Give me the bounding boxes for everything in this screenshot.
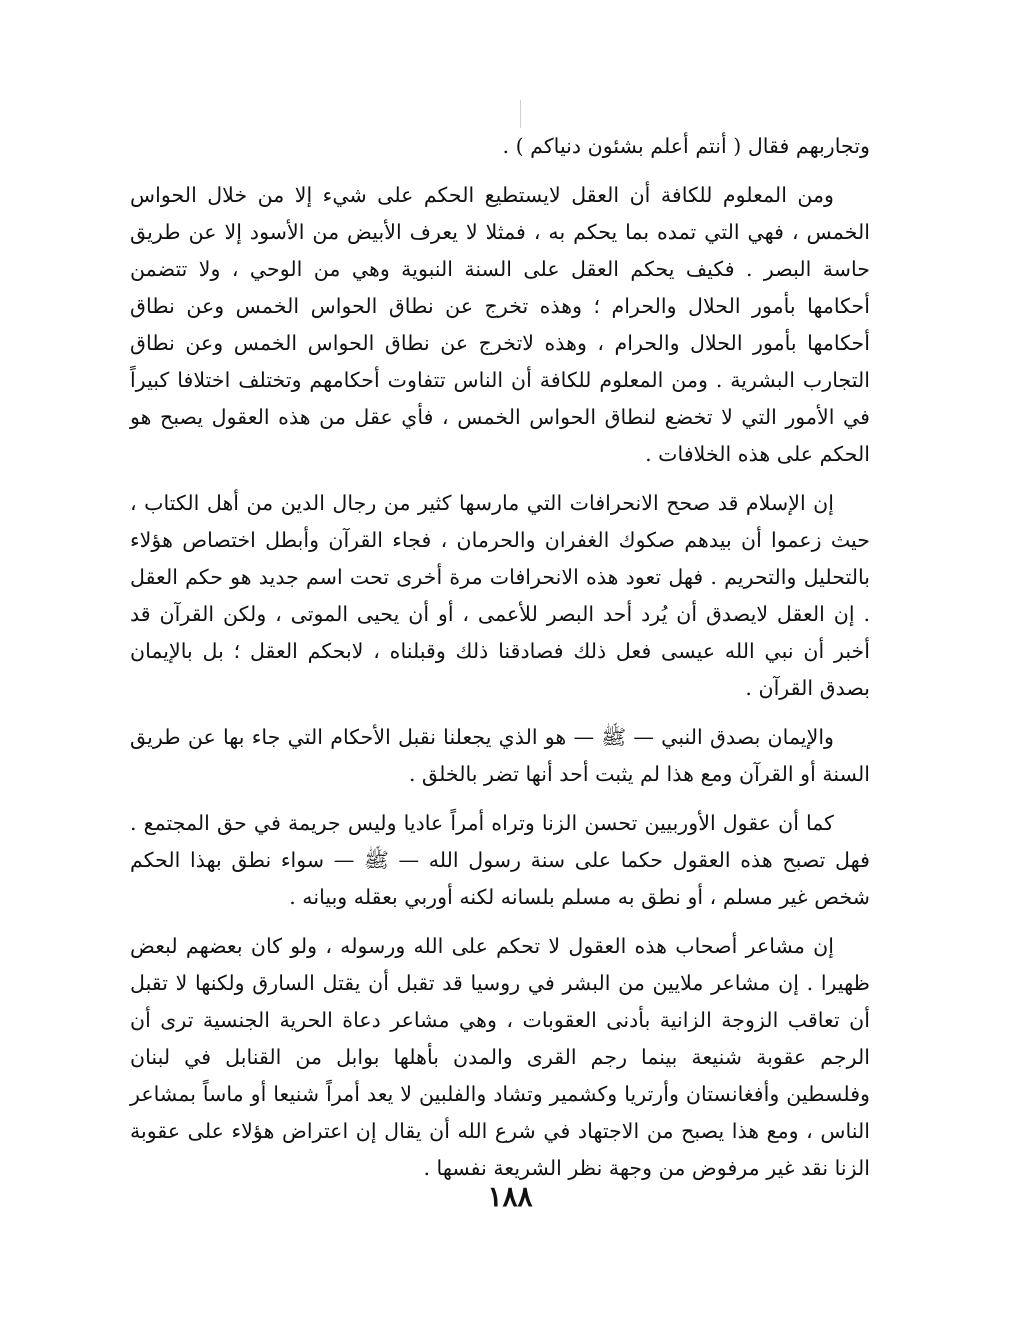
paragraph-5: كما أن عقول الأوربيين تحسن الزنا وتراه أمراً عاديا وليس جريمة في حق المجتمع . فهل تصبح هذه العقول حكما على سنة رسول الله — ﷺ — سواء نطق بهذا الحكم شخص غير مسلم ، أو نطق به مسلم بلسانه لكنه أوربي بعقله وبيانه . (130, 811, 870, 909)
paragraph-3: إن الإسلام قد صحح الانحرافات التي مارسها كثير من رجال الدين من أهل الكتاب ، حيث زعموا أن بيدهم صكوك الغفران والحرمان ، فجاء القرآن وأبطل اختصاص هؤلاء بالتحليل والتحريم . فهل تعود هذه الانحرافات مرة أخرى تحت اسم جديد هو حكم العقل . إن العقل لايصدق أن يُرد أحد البصر للأعمى ، أو أن يحيى الموتى ، ولكن القرآن قد أخبر أن نبي الله عيسى فعل ذلك فصادقنا ذلك وقبلناه ، لابحكم العقل ؛ بل بالإيمان بصدق القرآن . (130, 491, 870, 700)
page-number: ١٨٨ (487, 1180, 533, 1213)
paragraph-1: وتجاربهم فقال ( أنتم أعلم بشئون دنياكم ) . (502, 134, 870, 158)
document-body (130, 128, 870, 1199)
paragraph-6: إن مشاعر أصحاب هذه العقول لا تحكم على الله ورسوله ، ولو كان بعضهم لبعض ظهيرا . إن مشاعر ملايين من البشر في روسيا قد تقبل أن يقتل السارق ولكنها لا تقبل أن تعاقب الزوجة الزانية بأدنى العقوبات ، وهي مشاعر دعاة الحرية الجنسية ترى أن الرجم عقوبة شنيعة بينما رجم القرى والمدن بأهلها بوابل من القنابل في لبنان وفلسطين وأفغانستان وأرتريا وكشمير وتشاد والفلبين لا يعد أمراً شنيعا أو ماساً بمشاعر الناس ، ومع هذا يصبح من الاجتهاد في شرع الله أن يقال إن اعتراض هؤلاء على عقوبة الزنا نقد غير مرفوض من وجهة نظر الشريعة نفسها . (130, 934, 870, 1180)
scan-mark (520, 100, 521, 128)
paragraph-2: ومن المعلوم للكافة أن العقل لايستطيع الحكم على شيء إلا من خلال الحواس الخمس ، فهي التي تمده بما يحكم به ، فمثلا لا يعرف الأبيض من الأسود إلا عن طريق حاسة البصر . فكيف يحكم العقل على السنة النبوية وهي من الوحي ، ولا تتضمن أحكامها بأمور الحلال والحرام ؛ وهذه تخرج عن نطاق الحواس الخمس وعن نطاق أحكامها بأمور الحلال والحرام ، وهذه لاتخرج عن نطاق الحواس الخمس وعن نطاق التجارب البشرية . ومن المعلوم للكافة أن الناس تتفاوت أحكامهم وتختلف اختلافا كبيراً في الأمور التي لا تخضع لنطاق الحواس الخمس ، فأي عقل من هذه العقول يصبح هو الحكم على هذه الخلافات . (130, 183, 870, 466)
paragraph-4: والإيمان بصدق النبي — ﷺ — هو الذي يجعلنا نقبل الأحكام التي جاء بها عن طريق السنة أو القرآن ومع هذا لم يثبت أحد أنها تضر بالخلق . (130, 725, 870, 786)
